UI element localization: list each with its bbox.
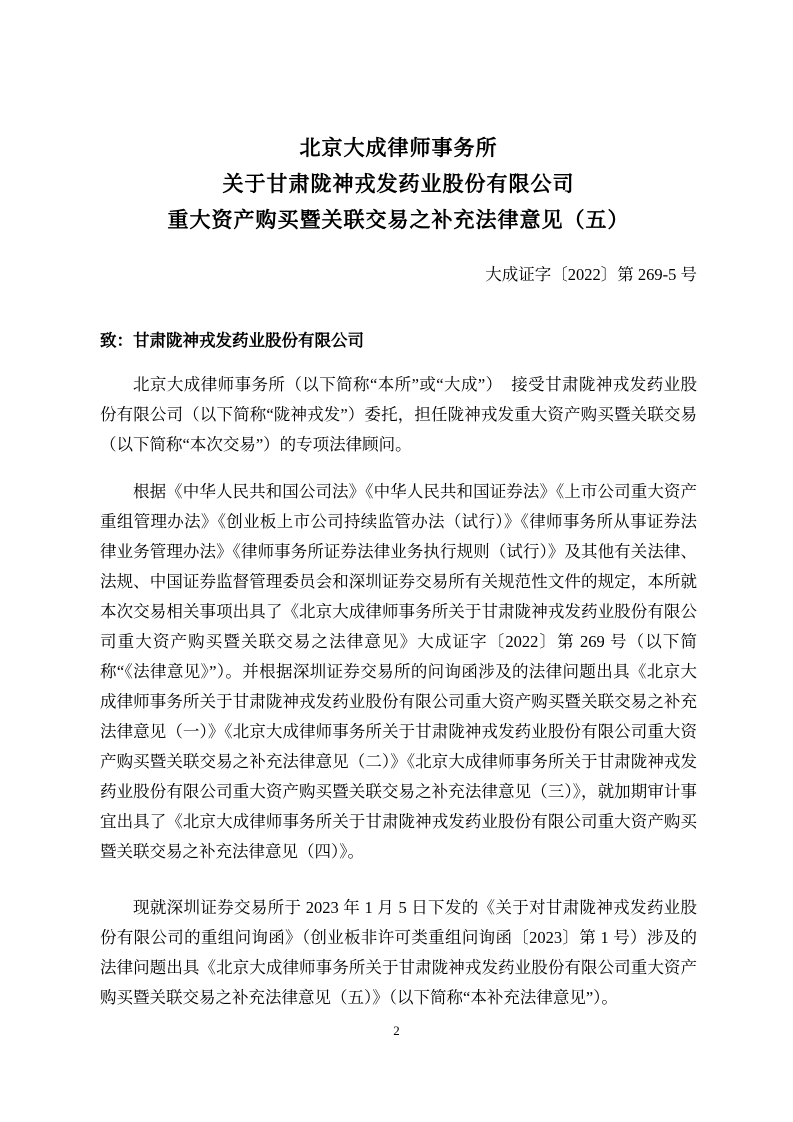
salutation-line: 致：甘肃陇神戎发药业股份有限公司	[100, 331, 364, 350]
body-paragraph-1: 北京大成律师事务所（以下简称“本所”或“大成”） 接受甘肃陇神戎发药业股份有限公司（以下简称“陇神戎发”）委托，担任陇神戎发重大资产购买暨关联交易（以下简称“本次交易”）的专项法律顾问。	[100, 375, 697, 454]
document-content	[100, 0, 697, 1013]
body-paragraph-2: 根据《中华人民共和国公司法》《中华人民共和国证券法》《上市公司重大资产重组管理办法》《创业板上市公司持续监管办法（试行）》《律师事务所从事证券法律业务管理办法》《律师事务所证券法律业务执行规则（试行）》及其他有关法律、法规、中国证券监督管理委员会和深圳证券交易所有关规范性文件的规定，本所就本次交易相关事项出具了《北京大成律师事务所关于甘肃陇神戎发药业股份有限公司重大资产购买暨关联交易之法律意见》大成证字〔2022〕第 269 号（以下简称“《法律意见》”）。并根据深圳证券交易所的问询函涉及的法律问题出具《北京大成律师事务所关于甘肃陇神戎发药业股份有限公司重大资产购买暨关联交易之补充法律意见（一）》《北京大成律师事务所关于甘肃陇神戎发药业股份有限公司重大资产购买暨关联交易之补充法律意见（二）》《北京大成律师事务所关于甘肃陇神戎发药业股份有限公司重大资产购买暨关联交易之补充法律意见（三）》，就加期审计事宜出具了《北京大成律师事务所关于甘肃陇神戎发药业股份有限公司重大资产购买暨关联交易之补充法律意见（四）》。	[100, 482, 697, 861]
title-line-2: 关于甘肃陇神戎发药业股份有限公司	[222, 172, 575, 196]
title-line-3: 重大资产购买暨关联交易之补充法律意见（五）	[167, 208, 630, 232]
document-reference-number: 大成证字〔2022〕第 269-5 号	[485, 265, 697, 284]
page-number: 2	[393, 1023, 400, 1038]
title-line-1: 北京大成律师事务所	[299, 136, 498, 160]
document-title	[100, 0, 697, 238]
body-paragraph-3: 现就深圳证券交易所于 2023 年 1 月 5 日下发的《关于对甘肃陇神戎发药业股份有限公司的重组问询函》（创业板非许可类重组问询函〔2023〕第 1 号）涉及的法律问题出具《北京大成律师事务所关于甘肃陇神戎发药业股份有限公司重大资产购买暨关联交易之补充法律意见（五）》（以下简称“本补充法律意见”）。	[100, 898, 697, 1007]
